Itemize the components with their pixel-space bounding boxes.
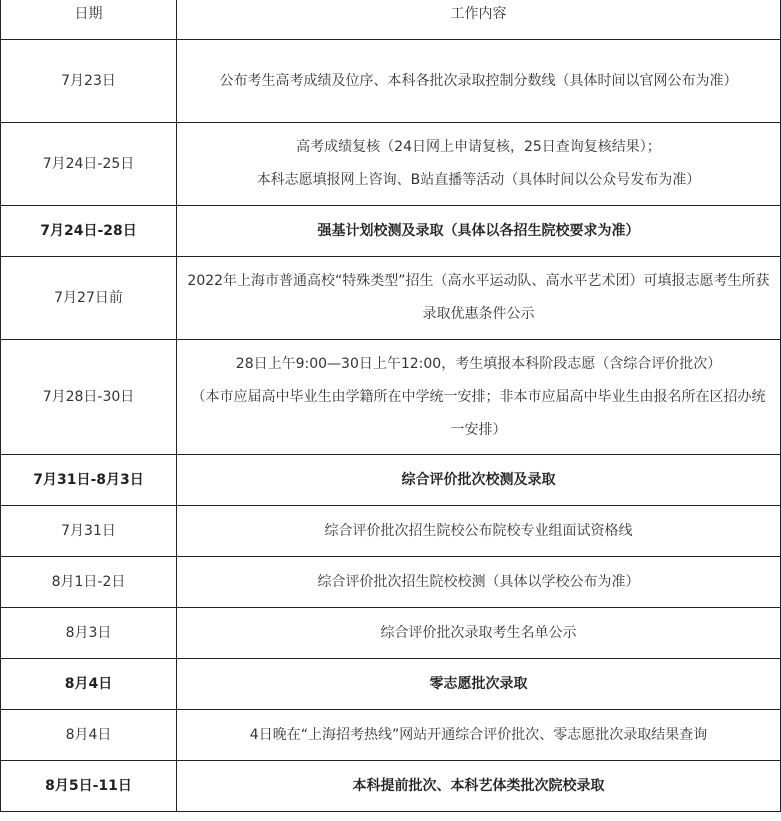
row-content-line-1: 高考成绩复核（24日网上申请复核，25日查询复核结果）； (296, 139, 661, 155)
row-date: 8月4日 (1, 710, 177, 761)
row-content: 2022年上海市普通高校“特殊类型”招生（高水平运动队、高水平艺术团）可填报志愿考生所获录取优惠条件公示 (177, 257, 781, 340)
row-content: 零志愿批次录取 (177, 659, 781, 710)
table-row (1, 123, 781, 206)
row-date: 7月24日-28日 (1, 206, 177, 257)
row-content: 本科提前批次、本科艺体类批次院校录取 (177, 761, 781, 812)
table-row-highlight (1, 659, 781, 710)
row-date: 7月24日-25日 (1, 123, 177, 206)
row-date: 8月3日 (1, 608, 177, 659)
row-content: 综合评价批次招生院校校测（具体以学校公布为准） (177, 557, 781, 608)
row-content: 综合评价批次校测及录取 (177, 455, 781, 506)
row-date: 7月31日-8月3日 (1, 455, 177, 506)
table-row (1, 257, 781, 340)
row-content (177, 340, 781, 455)
table-row-highlight (1, 455, 781, 506)
row-date: 7月28日-30日 (1, 340, 177, 455)
row-date: 8月4日 (1, 659, 177, 710)
table-header-row (1, 0, 781, 40)
row-date: 8月1日-2日 (1, 557, 177, 608)
row-content: 综合评价批次招生院校公布院校专业组面试资格线 (177, 506, 781, 557)
row-content-line-2: 本科志愿填报网上咨询、B站直播等活动（具体时间以公众号发布为准） (256, 172, 701, 188)
header-content: 工作内容 (177, 0, 781, 40)
row-content (177, 123, 781, 206)
table-row (1, 340, 781, 455)
row-date: 7月27日前 (1, 257, 177, 340)
table-row-highlight (1, 206, 781, 257)
table-row (1, 608, 781, 659)
table-row (1, 710, 781, 761)
header-date: 日期 (1, 0, 177, 40)
row-content: 公布考生高考成绩及位序、本科各批次录取控制分数线（具体时间以官网公布为准） (177, 40, 781, 123)
row-date: 7月31日 (1, 506, 177, 557)
row-content: 综合评价批次录取考生名单公示 (177, 608, 781, 659)
table-row-highlight (1, 761, 781, 812)
table-row (1, 557, 781, 608)
table-row (1, 40, 781, 123)
row-date: 8月5日-11日 (1, 761, 177, 812)
row-content: 强基计划校测及录取（具体以各招生院校要求为准） (177, 206, 781, 257)
row-content-line-1: 28日上午9:00—30日上午12:00，考生填报本科阶段志愿（含综合评价批次） (235, 355, 722, 372)
row-content: 4日晚在“上海招考热线”网站开通综合评价批次、零志愿批次录取结果查询 (177, 710, 781, 761)
row-content-line-2: （本市应届高中毕业生由学籍所在中学统一安排；非本市应届高中毕业生由报名所在区招办统一安排） (191, 388, 766, 438)
row-date: 7月23日 (1, 40, 177, 123)
table-row (1, 506, 781, 557)
